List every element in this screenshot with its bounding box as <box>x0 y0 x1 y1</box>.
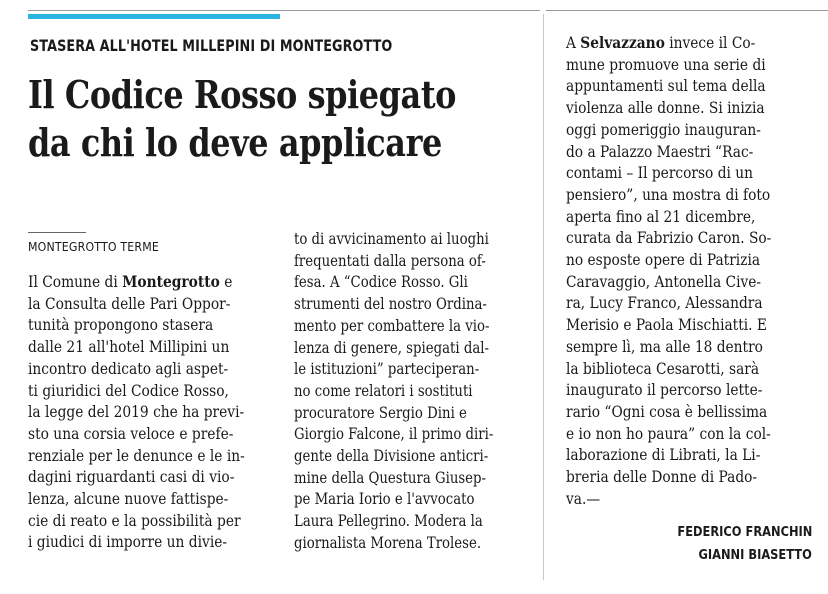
text-line <box>566 249 771 271</box>
text-line <box>566 292 771 314</box>
text-line <box>28 445 245 467</box>
text-segment: to di avvicinamento ai luoghi <box>294 229 489 248</box>
text-segment: va.— <box>566 488 601 508</box>
top-rule-right <box>546 10 828 11</box>
text-line <box>566 466 771 488</box>
text-segment: renziale per le denunce e le in- <box>28 445 245 465</box>
text-segment: lenza, alcune nuove fattispe- <box>28 489 229 509</box>
text-segment: fesa. A “Codice Rosso. Gli <box>294 272 468 292</box>
text-segment: violenza alle donne. Si inizia <box>566 98 765 118</box>
bold-name: Montegrotto <box>122 272 220 291</box>
text-segment: pe Maria Iorio e l'avvocato <box>294 489 475 509</box>
text-segment: Laura Pellegrino. Modera la <box>294 511 483 531</box>
text-segment: A <box>566 33 581 52</box>
text-line <box>294 423 493 445</box>
text-segment: Caravaggio, Antonella Cive- <box>566 271 762 291</box>
text-segment: sto una corsia veloce e prefe- <box>28 423 234 443</box>
text-line <box>28 271 245 293</box>
text-line <box>566 119 771 141</box>
text-segment: e io non ho paura” con la col- <box>566 423 771 443</box>
text-segment: ti giuridici del Codice Rosso, <box>28 380 229 400</box>
text-line <box>294 402 493 424</box>
headline-line-1: Il Codice Rosso spiegato <box>28 72 457 117</box>
text-line <box>28 401 245 423</box>
text-line <box>28 466 245 488</box>
column-divider <box>543 14 544 580</box>
text-line <box>566 227 771 249</box>
text-segment: frequentati dalla persona of- <box>294 250 486 270</box>
text-line <box>294 293 493 315</box>
dateline-rule <box>28 232 86 233</box>
text-line <box>294 467 493 489</box>
text-line <box>294 358 493 380</box>
text-segment: rario “Ogni cosa è bellissima <box>566 401 768 421</box>
text-line <box>28 488 245 510</box>
text-line <box>566 488 771 510</box>
text-segment: Merisio e Paola Mischiatti. E <box>566 315 767 335</box>
text-line <box>566 54 771 76</box>
text-line <box>566 271 771 293</box>
text-segment: Giorgio Falcone, il primo diri- <box>294 424 494 444</box>
text-segment: invece il Co- <box>664 33 756 52</box>
text-segment: strumenti del nostro Ordina- <box>294 294 487 314</box>
text-segment: lenza di genere, spiegati dal- <box>294 337 489 357</box>
text-segment: appuntamenti sul tema della <box>566 76 766 96</box>
text-segment: pensiero”, una mostra di foto <box>566 184 771 204</box>
article-column-2 <box>294 228 493 554</box>
text-segment: sempre lì, ma alle 18 dentro <box>566 336 763 356</box>
text-line <box>566 358 771 380</box>
text-segment: la legge del 2019 che ha previ- <box>28 402 245 422</box>
text-line <box>294 228 493 250</box>
text-line <box>28 380 245 402</box>
text-segment: tunità propongono stasera <box>28 315 214 335</box>
text-line <box>566 184 771 206</box>
accent-bar <box>28 14 280 19</box>
text-line <box>294 250 493 272</box>
text-line <box>28 531 245 553</box>
text-line <box>28 314 245 336</box>
text-segment: do a Palazzo Maestri “Rac- <box>566 141 754 161</box>
text-line <box>28 336 245 358</box>
text-line <box>566 141 771 163</box>
text-segment: aperta fino al 21 dicembre, <box>566 206 756 226</box>
text-line <box>294 510 493 532</box>
text-line <box>294 315 493 337</box>
text-segment: le istituzioni” parteciperan- <box>294 359 480 379</box>
text-segment: cie di reato e la possibilità per <box>28 510 241 530</box>
text-segment: dagini riguardanti casi di vio- <box>28 467 235 487</box>
text-line <box>566 32 771 54</box>
text-segment: oggi pomeriggio inauguran- <box>566 119 761 139</box>
text-line <box>294 271 493 293</box>
text-segment: ra, Lucy Franco, Alessandra <box>566 293 763 313</box>
text-segment: gente della Divisione anticri- <box>294 446 489 466</box>
text-line <box>566 314 771 336</box>
text-segment: Il Comune di <box>28 272 123 291</box>
text-line <box>566 444 771 466</box>
signature-author-1: FEDERICO FRANCHIN <box>677 525 812 540</box>
text-line <box>566 75 771 97</box>
text-segment: inaugurato il percorso lette- <box>566 380 763 400</box>
text-segment: mune promuove una serie di <box>566 54 766 74</box>
text-line <box>566 97 771 119</box>
kicker: STASERA ALL'HOTEL MILLEPINI DI MONTEGROTTO <box>30 36 393 55</box>
text-line <box>294 488 493 510</box>
headline-line-2: da chi lo deve applicare <box>28 120 442 165</box>
text-line <box>566 379 771 401</box>
text-segment: dalle 21 all'hotel Millipini un <box>28 337 230 357</box>
text-segment: la biblioteca Cesarotti, sarà <box>566 358 760 378</box>
text-segment: e <box>219 272 233 291</box>
article-column-3 <box>566 32 771 509</box>
text-line <box>566 423 771 445</box>
text-line <box>28 423 245 445</box>
text-line <box>28 510 245 532</box>
text-line <box>294 532 493 554</box>
text-segment: giornalista Morena Trolese. <box>294 532 482 552</box>
text-line <box>28 358 245 380</box>
signature-author-2: GIANNI BIASETTO <box>698 548 812 563</box>
bold-name: Selvazzano <box>580 33 665 52</box>
text-segment: procuratore Sergio Dini e <box>294 402 467 422</box>
text-line <box>294 337 493 359</box>
text-segment: laborazione di Librati, la Li- <box>566 445 761 465</box>
text-segment: breria delle Donne di Pado- <box>566 467 758 487</box>
text-segment: la Consulta delle Pari Oppor- <box>28 293 231 313</box>
text-segment: contami – Il percorso di un <box>566 163 753 183</box>
text-line <box>294 445 493 467</box>
text-segment: incontro dedicato agli aspet- <box>28 358 229 378</box>
text-segment: no esposte opere di Patrizia <box>566 250 761 270</box>
text-segment: no come relatori i sostituti <box>294 380 473 400</box>
text-line <box>566 336 771 358</box>
text-segment: i giudici di imporre un divie- <box>28 532 228 552</box>
article-column-1 <box>28 271 245 553</box>
headline <box>28 71 540 167</box>
text-line <box>566 206 771 228</box>
dateline: MONTEGROTTO TERME <box>28 239 160 254</box>
text-line <box>566 162 771 184</box>
top-rule <box>28 10 540 11</box>
text-line <box>294 380 493 402</box>
text-line <box>566 401 771 423</box>
text-segment: curata da Fabrizio Caron. So- <box>566 228 772 248</box>
text-segment: mine della Questura Giusep- <box>294 467 487 487</box>
text-segment: mento per combattere la vio- <box>294 315 490 335</box>
text-line <box>28 293 245 315</box>
